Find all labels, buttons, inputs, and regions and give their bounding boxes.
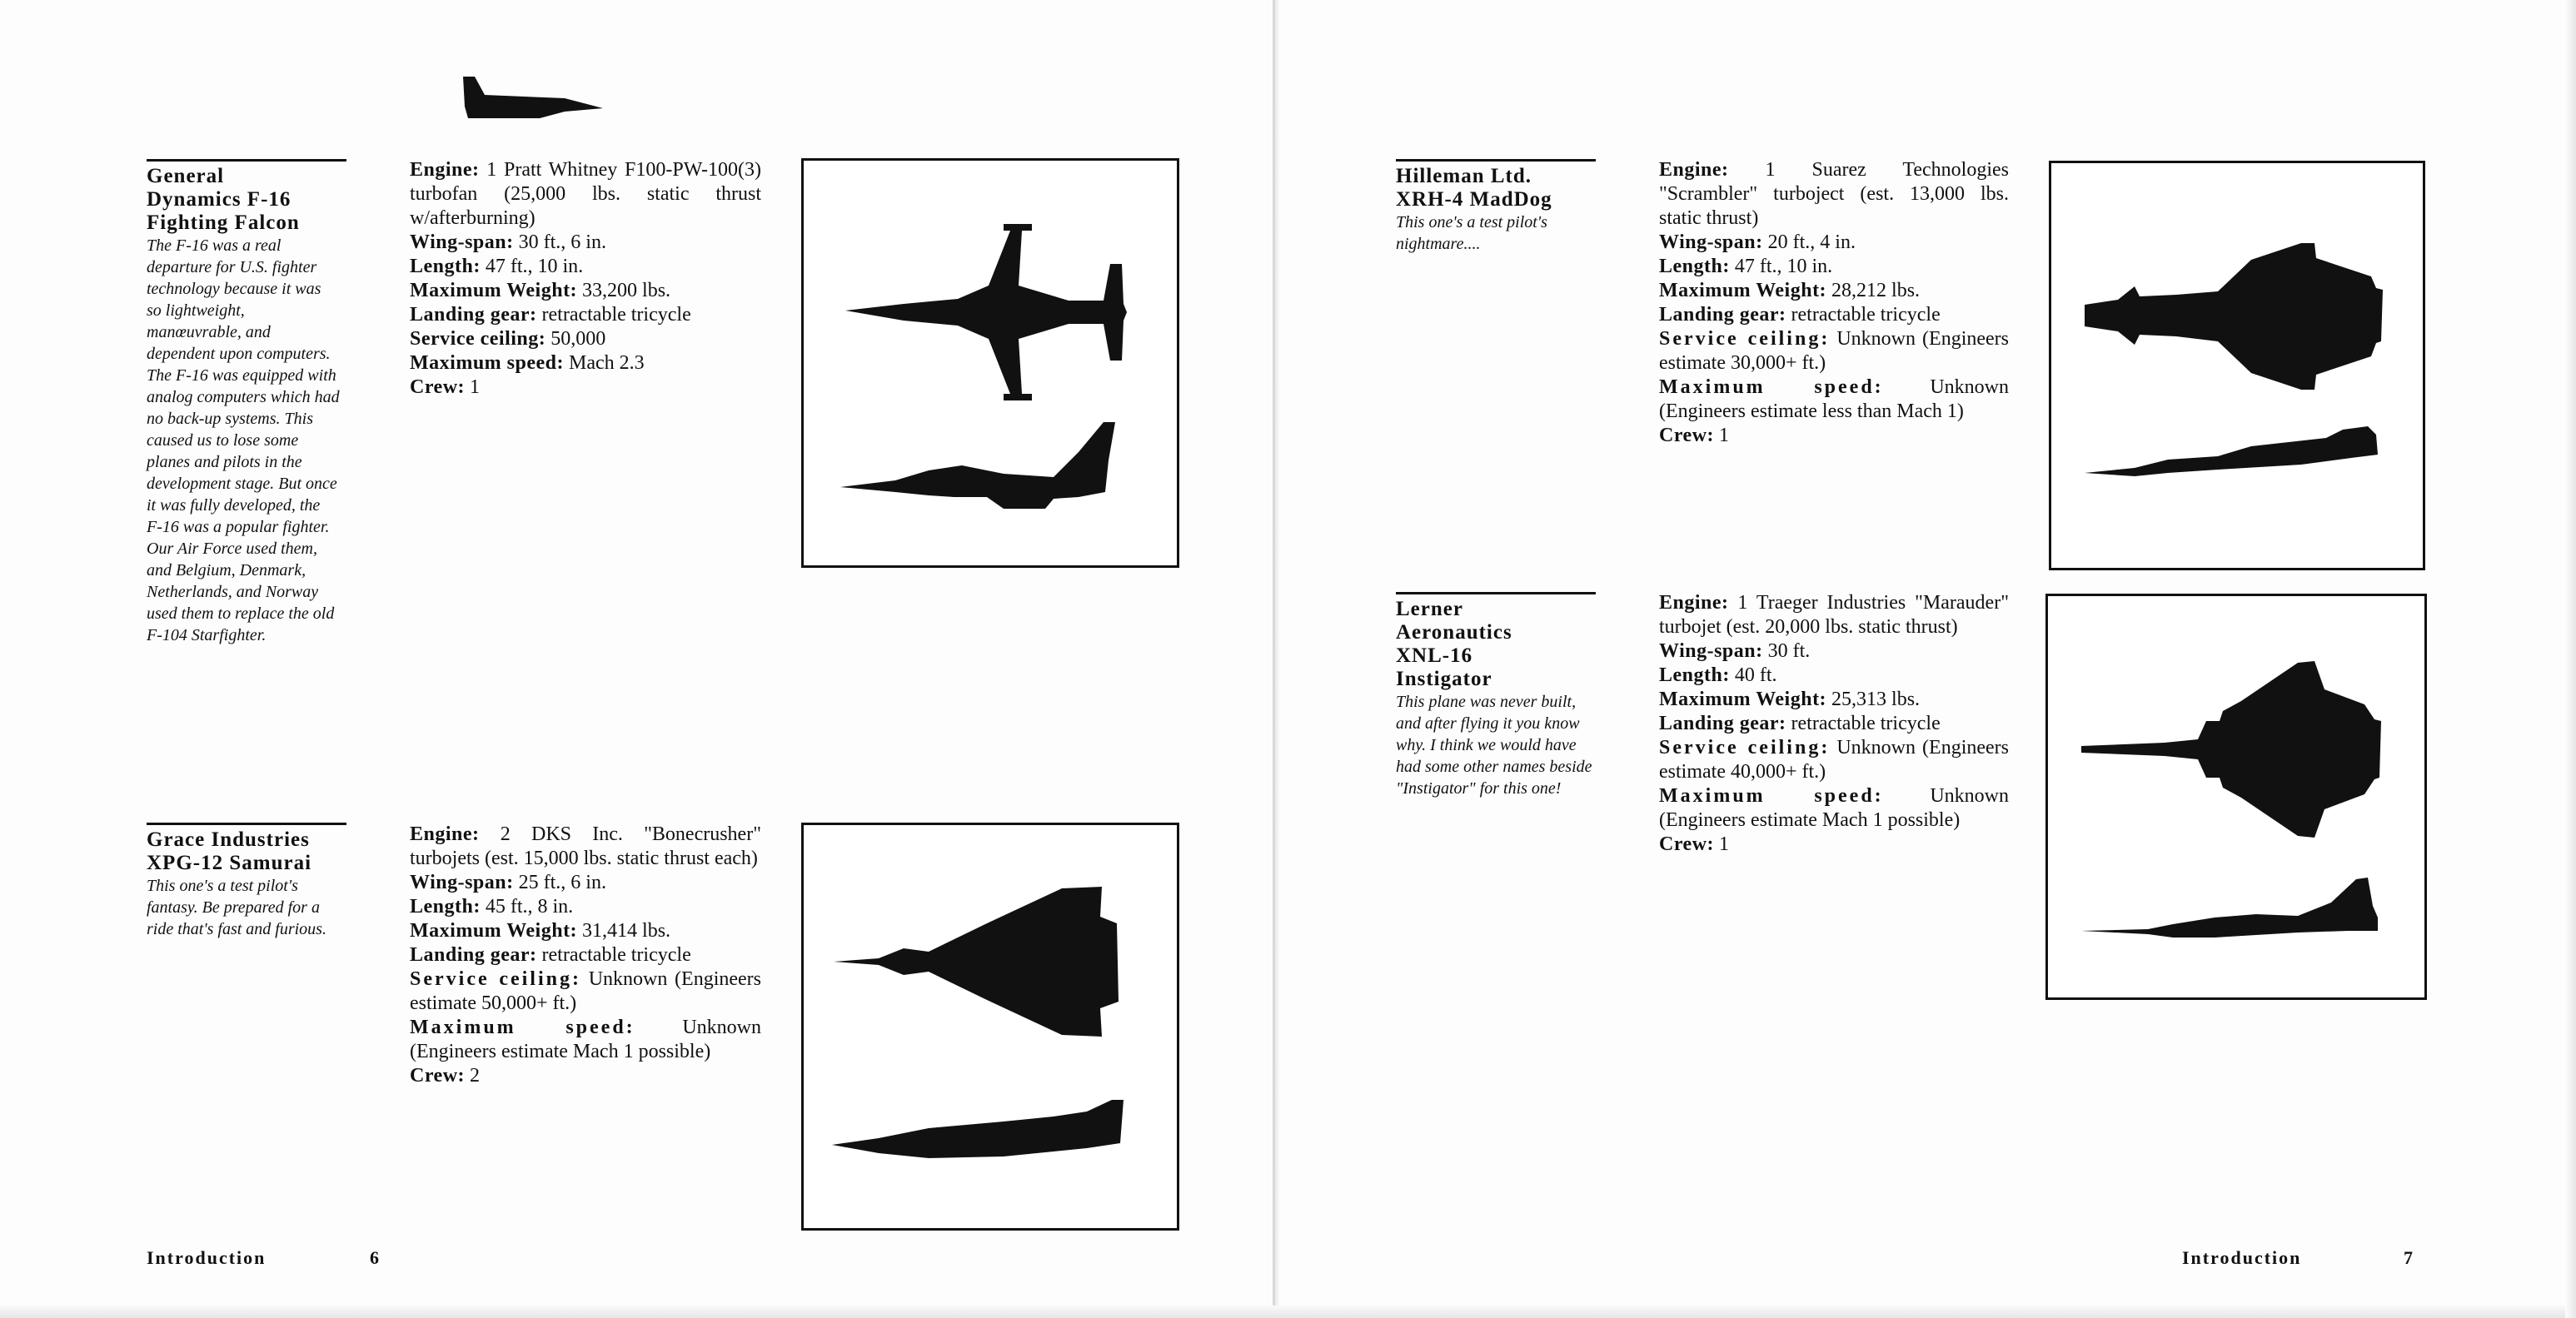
samurai-silhouette-icon [804,825,1177,1228]
spec-label: Wing-span: [1659,640,1763,662]
spec-row [1659,833,2009,857]
spec-label: Maximum Weight: [1659,280,1827,301]
spec-label: Engine: [410,159,480,181]
spec-value: 31,414 lbs. [582,920,671,942]
spec-label: Maximum Weight: [410,280,578,301]
entry-maddog-figure [2049,161,2425,570]
spec-value: Unknown (Engineers estimate 30,000+ ft.) [1659,328,2009,374]
entry-maddog-name-line: XRH-4 MadDog [1396,188,1552,211]
spec-label: Length: [410,256,481,277]
spec-value: retractable tricycle [1791,304,1941,326]
spec-row [410,1064,761,1088]
spec-value: 50,000 [551,328,606,350]
entry-f16-figure [801,158,1179,568]
spec-label: Landing gear: [1659,713,1786,734]
entry-instigator-name-line: Lerner [1396,598,1463,620]
spec-value: 30 ft., 6 in. [518,231,606,253]
f16-silhouette-icon [804,161,1177,565]
entry-f16-description: The F-16 was a real departure for U.S. fighter technology because it was so lightweight, manœuvrable, and dependent upon computers. The F-16 was equipped with analog computers which had no back-up systems. This caused us to lose some planes and pilots in the development stage. But once it was fully developed, the F-16 was a popular fighter. Our Air Force used them, and Belgium, Denmark, Netherlands, and Norway used them to replace the old F-104 Starfighter. [147,236,340,644]
entry-maddog-name-line: Hilleman Ltd. [1396,165,1532,187]
spec-row [1659,303,2009,327]
spec-label: Engine: [1659,159,1729,181]
entry-instigator-name-line: Instigator [1396,668,1492,690]
spec-label: Service ceiling: [1659,328,1831,350]
entry-f16-name-line: Dynamics F-16 [147,188,291,211]
spec-row [1659,712,2009,736]
spec-label: Length: [1659,664,1730,686]
spec-row [410,823,761,871]
spec-value: 2 DKS Inc. "Bonecrusher" turbojets (est. 15,000 lbs. static thrust each) [410,823,761,869]
entry-samurai-name-line: Grace Industries [147,828,310,851]
spec-row [1659,255,2009,279]
spec-row [1659,279,2009,303]
entry-samurai-figure [801,823,1179,1231]
instigator-silhouette-icon [2048,596,2424,997]
spec-row [1659,327,2009,376]
spec-value: 25 ft., 6 in. [518,872,606,893]
spec-label: Crew: [410,376,466,398]
entry-maddog-namebox [1396,159,1596,255]
spec-row [1659,736,2009,784]
spec-label: Service ceiling: [1659,737,1831,758]
footer-section-label-left: Introduction [147,1247,267,1268]
spec-row [410,895,761,919]
entry-samurai-description: This one's a test pilot's fantasy. Be prepared for a ride that's fast and furious. [147,877,326,938]
spec-row [410,376,761,400]
entry-maddog-description: This one's a test pilot's nightmare.... [1396,213,1547,253]
spec-row [1659,376,2009,424]
maddog-silhouette-icon [2051,163,2423,568]
spec-row [1659,688,2009,712]
entry-maddog-specs [1659,158,2009,448]
footer-section-label-right: Introduction [2182,1247,2302,1268]
entry-samurai-specs [410,823,761,1088]
spec-row [410,158,761,231]
spec-row [1659,784,2009,833]
spec-value: 2 [470,1065,481,1087]
entry-instigator-namebox [1396,592,1596,799]
spec-row [410,1016,761,1064]
spec-value: 1 Traeger Industries "Marauder" turbojet (est. 20,000 lbs. static thrust) [1659,592,2009,638]
entry-f16-name-line: General [147,165,225,187]
spec-value: retractable tricycle [541,944,691,966]
page-gutter-shadow [1275,0,1280,1318]
spec-label: Maximum speed: [1659,785,1884,807]
spec-value: Unknown (Engineers estimate Mach 1 possible) [1659,785,2009,831]
spec-label: Landing gear: [1659,304,1786,326]
spec-label: Crew: [1659,425,1715,446]
spec-label: Engine: [410,823,480,845]
spec-label: Service ceiling: [410,328,546,350]
entry-samurai-namebox [147,823,346,940]
spec-label: Maximum speed: [410,352,564,374]
spec-row [1659,158,2009,231]
spec-value: Unknown (Engineers estimate less than Mach 1) [1659,376,2009,422]
jet-silhouette-icon [456,73,606,123]
spec-row [410,303,761,327]
spec-row [410,279,761,303]
page-bottom-edge [0,1306,2576,1318]
spec-label: Maximum Weight: [1659,689,1827,710]
spec-value: Mach 2.3 [568,352,645,374]
spec-value: 47 ft., 10 in. [485,256,584,277]
spec-label: Landing gear: [410,944,537,966]
spec-row [410,255,761,279]
entry-instigator-name-line: XNL-16 [1396,644,1473,667]
entry-instigator-figure [2045,594,2427,1000]
entry-f16-namebox [147,159,346,646]
entry-f16-name-line: Fighting Falcon [147,211,300,234]
spec-value: 1 [470,376,481,398]
entry-f16-specs [410,158,761,400]
spec-label: Wing-span: [410,231,514,253]
spec-label: Landing gear: [410,304,537,326]
spec-value: 40 ft. [1734,664,1777,686]
spec-value: 47 ft., 10 in. [1734,256,1833,277]
spec-value: Unknown (Engineers estimate 40,000+ ft.) [1659,737,2009,783]
page-right-edge [2565,0,2576,1318]
spec-row [410,919,761,943]
spec-row [1659,231,2009,255]
entry-instigator-description: This plane was never built, and after flying it you know why. I think we would have had some other names beside "Instigator" for this one! [1396,693,1592,798]
spec-value: Unknown (Engineers estimate 50,000+ ft.) [410,968,762,1014]
spec-row [410,231,761,255]
entry-instigator-specs [1659,591,2009,857]
spec-row [1659,591,2009,639]
spec-row [410,943,761,967]
spec-label: Maximum speed: [410,1017,635,1038]
spec-row [410,871,761,895]
spec-label: Maximum Weight: [410,920,578,942]
spec-row [1659,639,2009,664]
spec-value: Unknown (Engineers estimate Mach 1 possible) [410,1017,761,1062]
spec-label: Maximum speed: [1659,376,1884,398]
spec-label: Crew: [1659,833,1715,855]
spec-value: 28,212 lbs. [1831,280,1921,301]
spec-label: Engine: [1659,592,1729,614]
spec-value: 1 [1719,833,1730,855]
spec-value: 1 [1719,425,1730,446]
spec-value: 1 Pratt Whitney F100-PW-100(3) turbofan (25,000 lbs. static thrust w/afterburning) [410,159,762,229]
entry-samurai-name-line: XPG-12 Samurai [147,852,312,874]
spec-row [1659,424,2009,448]
spec-label: Service ceiling: [410,968,581,990]
spec-value: 30 ft. [1767,640,1811,662]
spec-row [410,327,761,351]
spec-value: 20 ft., 4 in. [1767,231,1856,253]
entry-instigator-name-line: Aeronautics [1396,621,1512,644]
spec-row [410,967,761,1016]
spec-value: 33,200 lbs. [582,280,671,301]
spec-value: 45 ft., 8 in. [485,896,574,918]
spec-row [1659,664,2009,688]
spec-label: Wing-span: [410,872,514,893]
spec-value: 1 Suarez Technologies "Scrambler" turboject (est. 13,000 lbs. static thrust) [1659,159,2009,229]
spec-value: retractable tricycle [1791,713,1941,734]
spec-label: Length: [1659,256,1730,277]
spec-value: retractable tricycle [541,304,691,326]
page-number-left: 6 [370,1247,379,1268]
spec-label: Wing-span: [1659,231,1763,253]
spec-row [410,351,761,376]
spec-value: 25,313 lbs. [1831,689,1921,710]
page-number-right: 7 [2404,1247,2413,1268]
spec-label: Crew: [410,1065,466,1087]
spec-label: Length: [410,896,481,918]
